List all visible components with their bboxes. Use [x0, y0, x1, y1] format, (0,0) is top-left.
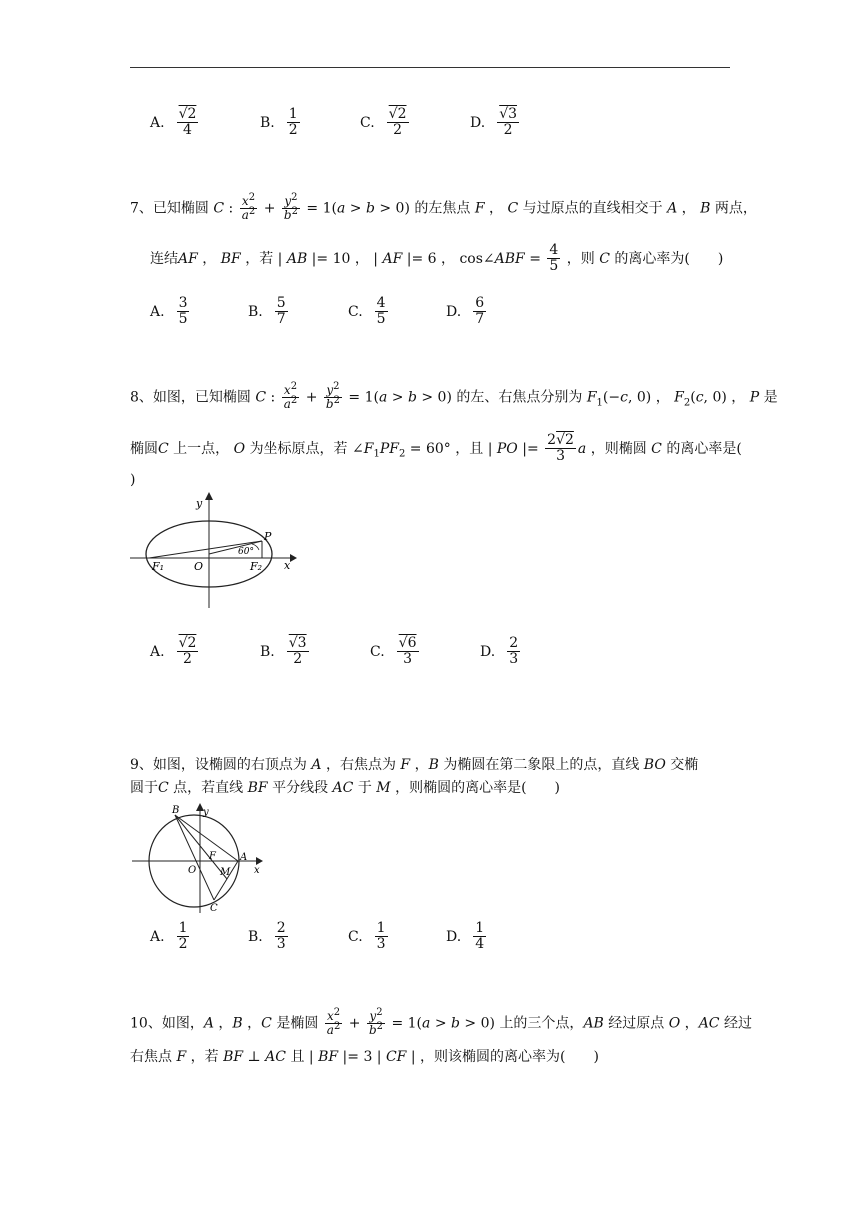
q7-option-c[interactable]: C. $\frac{4}{5}$ — [348, 295, 386, 328]
q9-fig-label-y: y — [203, 807, 209, 818]
q9-option-d[interactable]: D. $\frac{1}{4}$ — [446, 920, 485, 953]
q9-option-c[interactable]: C. $\frac{1}{3}$ — [348, 920, 386, 953]
q8-fig-label-P: P — [264, 530, 272, 543]
q9-fig-label-x: x — [254, 865, 260, 876]
q8-figure — [128, 490, 298, 616]
q9-fig-label-O: O — [188, 865, 197, 876]
q8-stem-line1: 8、如图，已知椭圆 C : $\frac{x^2}{a^2}$ + $\frac{y^2}{b^2}$ = 1(a > b > 0) 的左、右焦点分别为 $F_1(-c$, 0) ， $F_2(c$, 0) ， P 是 — [130, 381, 778, 412]
q8-option-a[interactable]: A. $\frac{√2}{2}$ — [150, 635, 197, 668]
q9-fig-label-B: B — [172, 805, 180, 816]
q8-fig-label-y: y — [196, 497, 203, 510]
q9-figure — [130, 803, 270, 919]
q9-fig-label-A: A — [240, 852, 248, 863]
q9-fig-label-F: F — [209, 851, 216, 862]
q9-fig-label-C: C — [210, 903, 218, 914]
q10-stem-line2: 右焦点 F ，若 BF ⊥ AC 且 | BF |= 3 | CF | ，则该椭圆的离心率为( ) — [130, 1049, 599, 1065]
q7-stem-line2: 连结AF ， BF ，若 | AB |= 10 ， | AF |= 6 ， cos∠ABF = $\frac{4}{5}$ ，则 C 的离心率为( ) — [150, 242, 724, 275]
q8-stem-line3: ) — [130, 472, 136, 488]
q9-option-b[interactable]: B. $\frac{2}{3}$ — [248, 920, 286, 953]
q8-option-d[interactable]: D. $\frac{2}{3}$ — [480, 635, 519, 668]
q6-option-d[interactable]: D. $\frac{√3}{2}$ — [470, 106, 518, 139]
q7-option-a[interactable]: A. $\frac{3}{5}$ — [150, 295, 188, 328]
q7-stem-line1: 7、已知椭圆 C : $\frac{x^2}{a^2}$ + $\frac{y^2}{b^2}$ = 1(a > b > 0) 的左焦点 F ， C 与过原点的直线相交于 A ， B 两点， — [130, 192, 757, 223]
q8-option-b[interactable]: B. $\frac{√3}{2}$ — [260, 635, 307, 668]
q9-option-a[interactable]: A. $\frac{1}{2}$ — [150, 920, 188, 953]
q7-option-d[interactable]: D. $\frac{6}{7}$ — [446, 295, 485, 328]
q10-stem-line1: 10、如图，A ，B ，C 是椭圆 $\frac{x^2}{a^2}$ + $\frac{y^2}{b^2}$ = 1(a > b > 0) 上的三个点，AB 经过原点 O ，AC 经过 — [130, 1007, 752, 1038]
q8-fig-label-angle: 60° — [238, 547, 254, 557]
q9-stem-line2: 圆于C 点，若直线 BF 平分线段 AC 于 M ，则椭圆的离心率是( ) — [130, 780, 561, 796]
q6-option-a[interactable]: A. $\frac{√2}{4}$ — [150, 106, 197, 139]
q7-option-b[interactable]: B. $\frac{5}{7}$ — [248, 295, 286, 328]
q8-fig-label-F2: F₂ — [250, 560, 263, 573]
q6-option-b[interactable]: B. $\frac{1}{2}$ — [260, 106, 298, 139]
q8-option-c[interactable]: C. $\frac{√6}{3}$ — [370, 635, 417, 668]
q9-stem-line1: 9、如图，设椭圆的右顶点为 A ，右焦点为 F ，B 为椭圆在第二象限上的点，直线 BO 交椭 — [130, 757, 699, 773]
q8-fig-label-F1: F₁ — [152, 560, 165, 573]
q8-fig-label-O: O — [194, 560, 204, 573]
q6-option-c[interactable]: C. $\frac{√2}{2}$ — [360, 106, 407, 139]
q8-fig-label-x: x — [284, 559, 291, 572]
q8-stem-line2: 椭圆C 上一点， O 为坐标原点，若 $\angle F_1PF_2 = 60^\circ$ ，且 | PO |= $\frac{2√2}{3}$ a ，则椭圆 C 的离心率是( — [130, 432, 742, 465]
q9-fig-label-M: M — [220, 867, 231, 878]
header-rule — [130, 67, 730, 68]
